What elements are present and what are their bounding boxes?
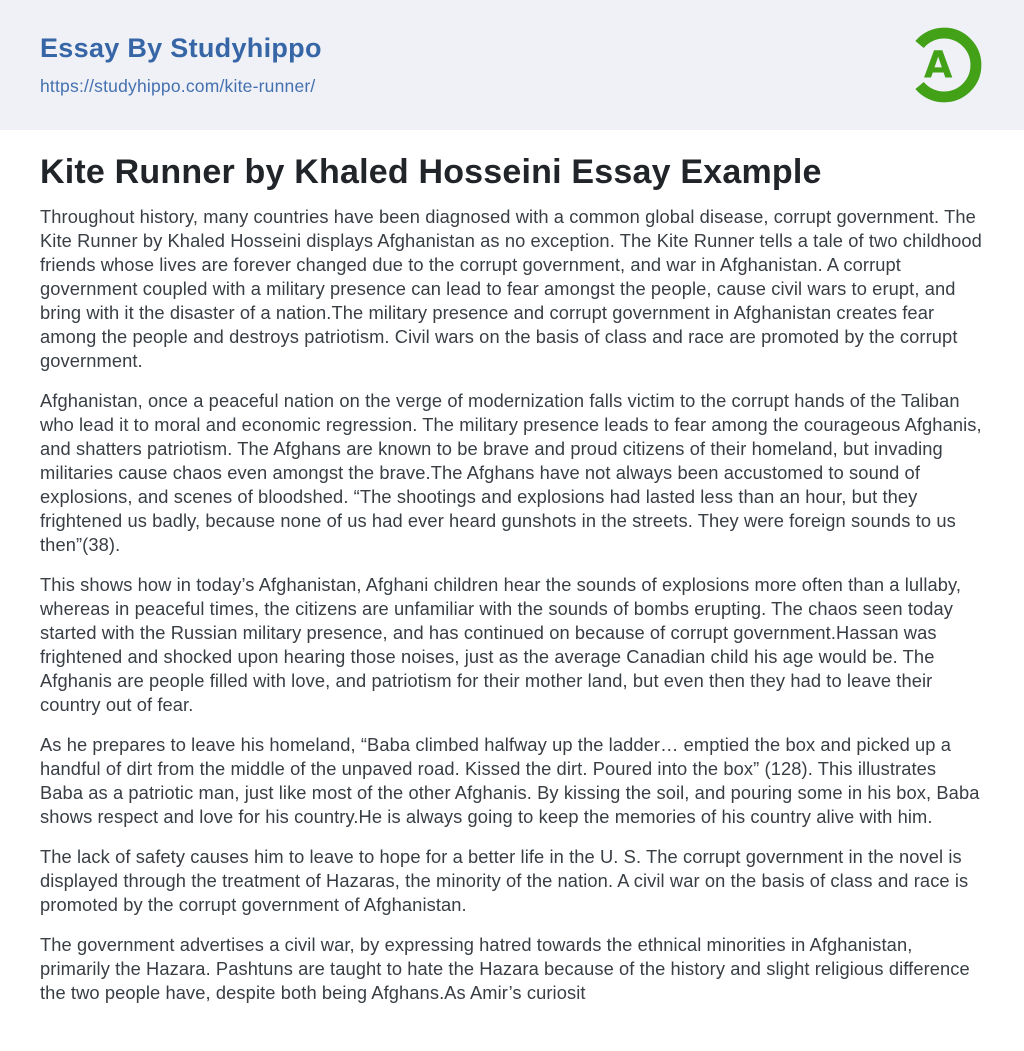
- studyhippo-logo-icon: [902, 23, 986, 107]
- essay-paragraph-6: The government advertises a civil war, by expressing hatred towards the ethnical minorities in Afghanistan, primarily the Hazara. Pashtuns are taught to hate the Hazara because of the history and slight religious difference the two people have, despite both being Afghans.As Amir’s curiosit: [40, 933, 970, 1003]
- source-url-link[interactable]: https://studyhippo.com/kite-runner/: [40, 76, 316, 96]
- essay-content: [0, 130, 1024, 1005]
- logo-letter: A: [923, 43, 953, 87]
- header-text-block: [40, 33, 322, 97]
- site-header: [0, 0, 1024, 130]
- essay-paragraph-5: The lack of safety causes him to leave to hope for a better life in the U. S. The corrupt government in the novel is displayed through the treatment of Hazaras, the minority of the nation. A civil war on the basis of class and race is promoted by the corrupt government of Afghanistan.: [40, 845, 969, 915]
- essay-paragraph-4: As he prepares to leave his homeland, “Baba climbed halfway up the ladder… emptied the box and picked up a handful of dirt from the middle of the unpaved road. Kissed the dirt. Poured into the box” (128). This illustrates Baba as a patriotic man, just like most of the other Afghanis. By kissing the soil, and pouring some in his box, Baba shows respect and love for his country.He is always going to keep the memories of his country alive with him.: [40, 733, 980, 827]
- essay-paragraph-2: Afghanistan, once a peaceful nation on the verge of modernization falls victim to the corrupt hands of the Taliban who lead it to moral and economic regression. The military presence leads to fear among the courageous Afghanis, and shatters patriotism. The Afghans are known to be brave and proud citizens of their homeland, but invading militaries cause chaos even amongst the brave.The Afghans have not always been accustomed to sound of explosions, and scenes of bloodshed. “The shootings and explosions had lasted less than an hour, but they frightened us badly, because none of us had ever heard gunshots in the streets. They were foreign sounds to us then”(38).: [40, 389, 982, 555]
- essay-title: Kite Runner by Khaled Hosseini Essay Example: [40, 153, 822, 191]
- essay-paragraph-3: This shows how in today’s Afghanistan, Afghani children hear the sounds of explosions more often than a lullaby, whereas in peaceful times, the citizens are unfamiliar with the sounds of bombs erupting. The chaos seen today started with the Russian military presence, and has continued on because of corrupt government.Hassan was frightened and shocked upon hearing those noises, just as the average Canadian child his age would be. The Afghanis are people filled with love, and patriotism for their mother land, but even then they had to leave their country out of fear.: [40, 573, 962, 715]
- essay-paragraph-1: Throughout history, many countries have been diagnosed with a common global disease, corrupt government. The Kite Runner by Khaled Hosseini displays Afghanistan as no exception. The Kite Runner tells a tale of two childhood friends whose lives are forever changed due to the corrupt government, and war in Afghanistan. A corrupt government coupled with a military presence can lead to fear amongst the people, cause civil wars to erupt, and bring with it the disaster of a nation.The military presence and corrupt government in Afghanistan creates fear among the people and destroys patriotism. Civil wars on the basis of class and race are promoted by the corrupt government.: [40, 205, 982, 371]
- header-title: Essay By Studyhippo: [40, 33, 322, 63]
